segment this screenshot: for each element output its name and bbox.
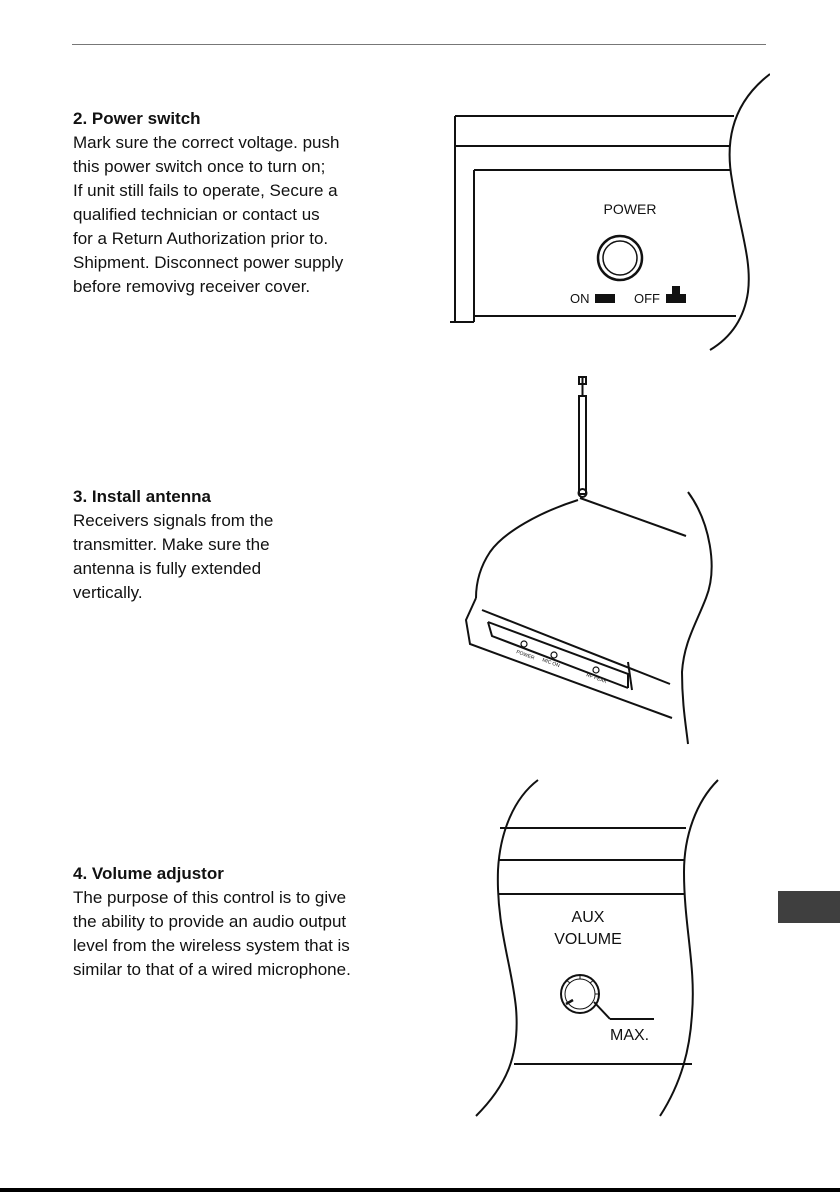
body-line: level from the wireless system that is xyxy=(73,936,350,955)
body-line: vertically. xyxy=(73,583,143,602)
body-line: qualified technician or contact us xyxy=(73,205,320,224)
body-line: this power switch once to turn on; xyxy=(73,157,326,176)
header-rule xyxy=(72,44,766,45)
power-label: POWER xyxy=(603,201,657,217)
page-tab-marker xyxy=(778,891,840,923)
volume-knob-illustration xyxy=(470,776,730,1122)
power-on-label: ON xyxy=(570,291,590,306)
body-line: If unit still fails to operate, Secure a xyxy=(73,181,338,200)
receiver-antenna-illustration xyxy=(460,372,720,746)
body-line: similar to that of a wired microphone. xyxy=(73,960,351,979)
body-line: transmitter. Make sure the xyxy=(73,535,270,554)
section-install-antenna xyxy=(73,485,413,605)
switch-off-icon xyxy=(666,286,686,303)
max-label: MAX. xyxy=(610,1027,650,1044)
section-heading: 2. Power switch xyxy=(73,109,201,128)
section-heading: 4. Volume adjustor xyxy=(73,864,224,883)
body-line: Receivers signals from the xyxy=(73,511,274,530)
footer-rule xyxy=(0,1188,840,1192)
body-line: The purpose of this control is to give xyxy=(73,888,347,907)
body-line: Shipment. Disconnect power supply xyxy=(73,253,344,272)
power-off-label: OFF xyxy=(634,291,660,306)
volume-label: VOLUME xyxy=(554,931,622,948)
led-mic-label: MIC ON xyxy=(541,657,561,670)
power-button-icon xyxy=(598,236,642,280)
switch-on-icon xyxy=(595,294,615,303)
aux-label: AUX xyxy=(571,909,605,926)
body-line: the ability to provide an audio output xyxy=(73,912,347,931)
led-rf-label: RF PEAK xyxy=(585,672,608,686)
body-line: before removivg receiver cover. xyxy=(73,277,311,296)
power-switch-illustration xyxy=(440,70,770,360)
led-power-label: POWER xyxy=(515,649,536,662)
body-line: for a Return Authorization prior to. xyxy=(73,229,329,248)
section-heading: 3. Install antenna xyxy=(73,487,211,506)
body-line: antenna is fully extended xyxy=(73,559,262,578)
section-power-switch xyxy=(73,107,413,299)
section-volume-adjustor xyxy=(73,862,413,982)
antenna-icon xyxy=(579,396,586,494)
body-line: Mark sure the correct voltage. push xyxy=(73,133,340,152)
